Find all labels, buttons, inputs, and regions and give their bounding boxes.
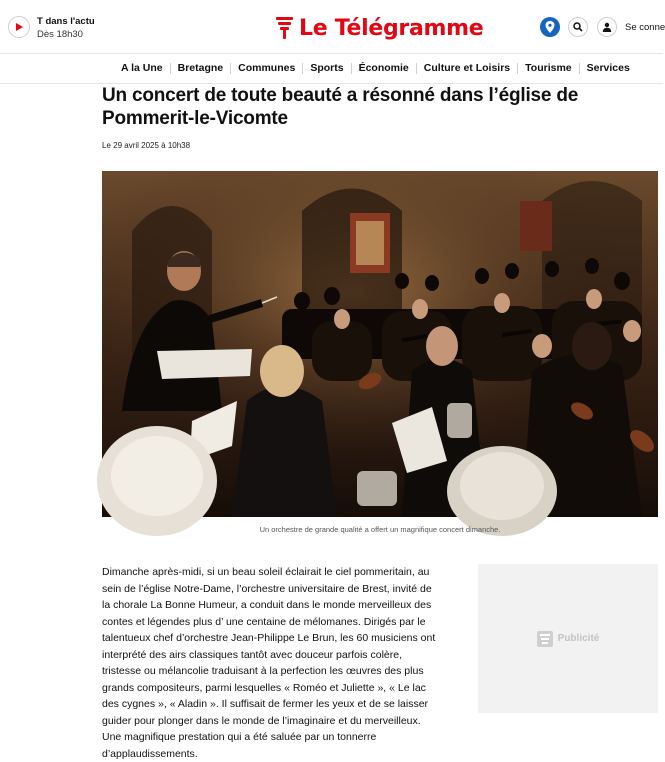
logo-mark-icon	[276, 17, 293, 39]
nav-item-economie[interactable]: Économie	[351, 63, 416, 74]
article-headline: Un concert de toute beauté a résonné dans l’église de Pommerit-le-Vicomte	[102, 85, 579, 129]
nav-item-culture-loisirs[interactable]: Culture et Loisirs	[416, 63, 517, 74]
nav-item-bretagne[interactable]: Bretagne	[170, 63, 231, 74]
search-icon	[573, 22, 583, 32]
account-button[interactable]	[597, 17, 617, 37]
main-nav	[0, 54, 663, 84]
publicite-logo-icon	[537, 631, 553, 647]
top-bar	[0, 0, 663, 54]
play-button[interactable]	[8, 16, 30, 38]
orchestre-photo-illustration	[102, 171, 658, 517]
login-link[interactable]: Se conne	[625, 22, 665, 33]
photo-caption: Un orchestre de grande qualité a offert un magnifique concert dimanche.	[259, 525, 501, 534]
live-title[interactable]: T dans l'actu	[37, 16, 95, 27]
article-body: Dimanche après-midi, si un beau soleil éclairait le ciel pommeritain, au sein de l’église Notre-Dame, l’orchestre universitaire de Brest, invité de la chorale La Bonne Humeur, a conduit dans le monde merveilleux des contes et légendes plus d’ une centaine de mélomanes. Dirigés par le talentueux chef d’orchestre Jean-Philippe Le Brun, les 60 musiciens ont interprété des airs classiques tantôt avec douceur parfois colère, tristesse ou mélancolie traduisant à la perfection les œuvres des plus grands compositeurs, parmi lesquelles « Roméo et Juliette », « Le lac des cygnes », « Aladin ». Il suffisait de fermer les yeux et de se laisser guider pour plonger dans le monde de l’imaginaire et du merveilleux. Une magnifique prestation qui a été saluée par un tonnerre d’applaudissements.	[102, 566, 436, 760]
site-logo[interactable]	[276, 14, 483, 42]
article-photo[interactable]	[102, 171, 658, 517]
nav-item-communes[interactable]: Communes	[230, 63, 302, 74]
nav-item-services[interactable]: Services	[579, 63, 637, 74]
ad-slot[interactable]	[478, 564, 658, 713]
ad-label: Publicité	[557, 633, 600, 644]
search-button[interactable]	[568, 17, 588, 37]
location-pin-icon	[545, 21, 555, 33]
nav-item-tourisme[interactable]: Tourisme	[517, 63, 578, 74]
live-schedule: Dès 18h30	[37, 29, 83, 40]
user-icon	[602, 22, 612, 32]
logo-text: Le Télégramme	[299, 15, 484, 41]
nav-item-sports[interactable]: Sports	[302, 63, 350, 74]
article-date: Le 29 avril 2025 à 10h38	[102, 141, 191, 150]
play-icon	[14, 22, 24, 32]
location-button[interactable]	[540, 17, 560, 37]
nav-item-a-la-une[interactable]: A la Une	[121, 62, 163, 74]
